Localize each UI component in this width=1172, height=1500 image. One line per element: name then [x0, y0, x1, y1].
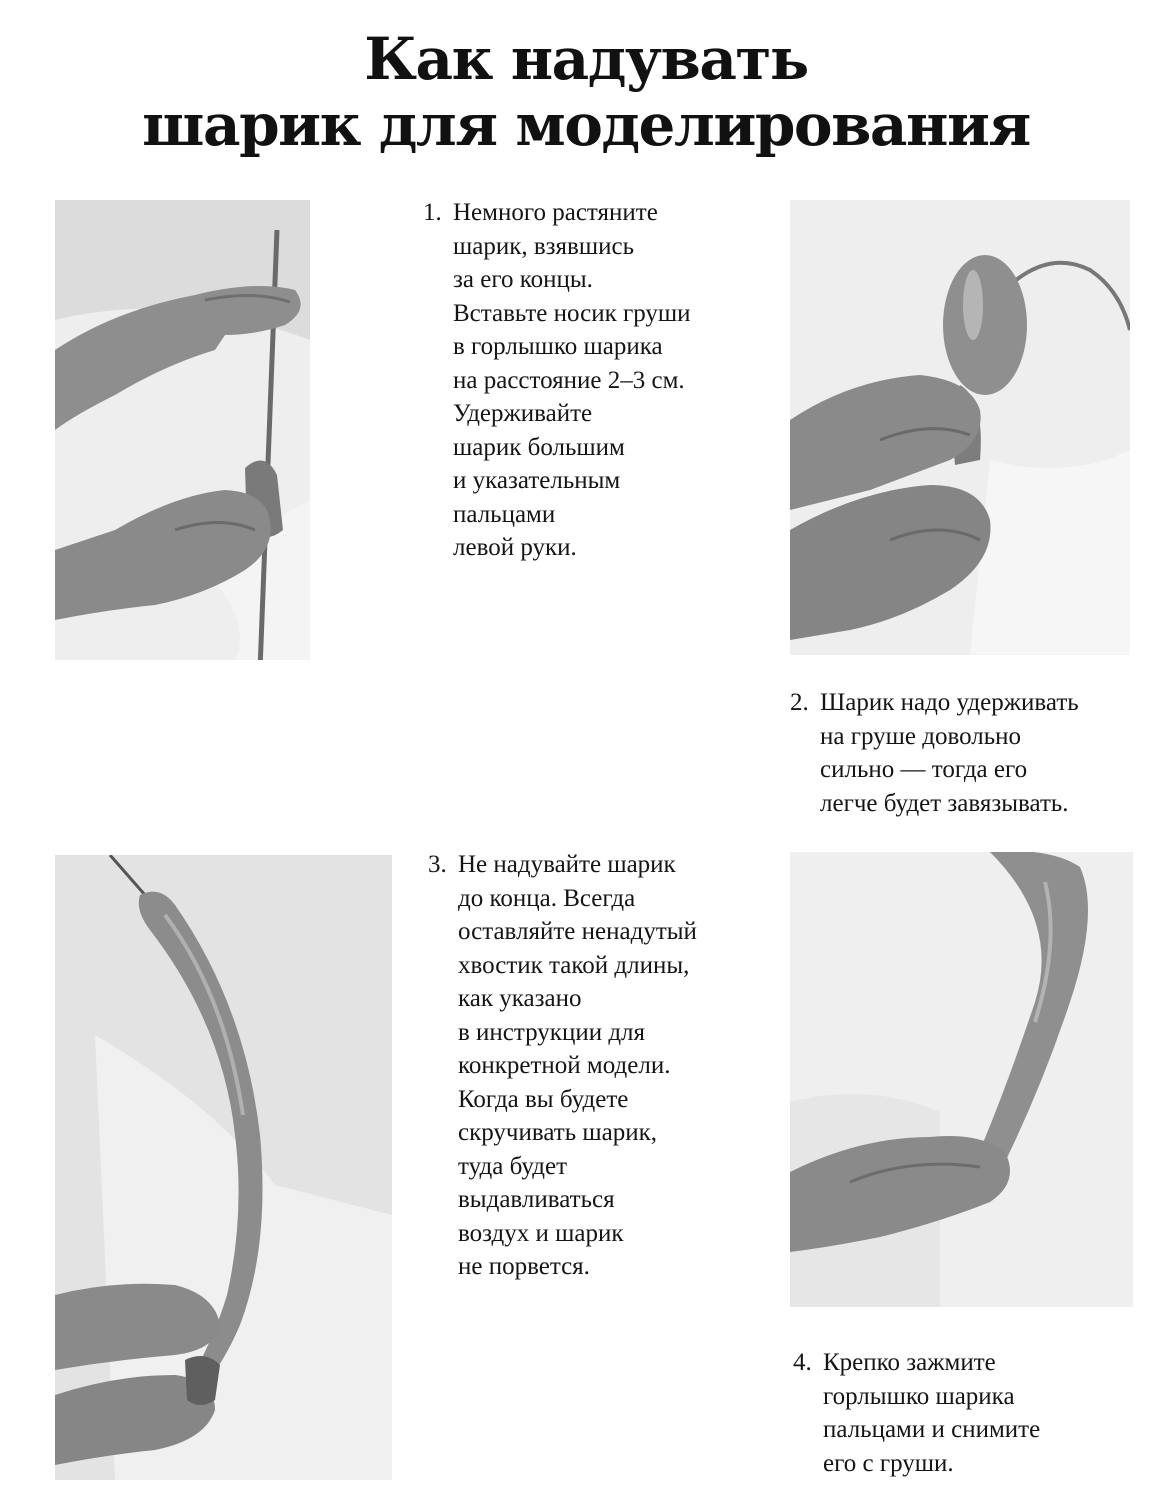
photo-step-3 — [55, 855, 392, 1480]
step-4-line: Крепко зажмите — [823, 1349, 996, 1376]
step-3-line: как указано — [458, 985, 582, 1012]
step-2-line: легче будет завязывать. — [820, 789, 1069, 817]
step-2-text — [820, 686, 1150, 820]
step-1-number: 1. — [423, 199, 442, 226]
step-1-line: пальцами — [453, 500, 556, 528]
step-2-line: сильно — тогда его — [820, 756, 1028, 783]
step-4-number: 4. — [793, 1349, 812, 1376]
page-title-line-1: Как надувать — [364, 25, 808, 93]
step-4-line: пальцами и снимите — [823, 1416, 1041, 1443]
step-3-line: Не надувайте шарик — [458, 851, 676, 878]
step-1-text — [453, 196, 783, 565]
step-3-line: воздух и шарик — [458, 1219, 624, 1247]
step-1-line: Удерживайте — [453, 400, 593, 427]
photo-step-4 — [790, 852, 1133, 1307]
photo-step-2 — [790, 200, 1130, 655]
step-3-line: туда будет — [458, 1152, 568, 1180]
step-3-text — [458, 848, 788, 1284]
step-4-line: его с груши. — [823, 1449, 954, 1477]
step-3-line: выдавливаться — [458, 1186, 615, 1213]
photo-step-1 — [55, 200, 310, 660]
step-1-line: и указательным — [453, 467, 621, 494]
step-3-line: в инструкции для — [458, 1018, 646, 1046]
step-4-text — [823, 1346, 1143, 1480]
step-3-line: хвостик такой длины, — [458, 951, 690, 979]
step-3 — [428, 848, 788, 1284]
step-1-line: левой руки. — [453, 534, 577, 561]
step-3-line: оставляйте ненадутый — [458, 918, 697, 945]
step-1-line: Вставьте носик груши — [453, 299, 691, 327]
step-1-line: за его концы. — [453, 266, 593, 293]
step-3-number: 3. — [428, 851, 447, 878]
step-4-line: горлышко шарика — [823, 1382, 1015, 1410]
step-1-line: шарик, взявшись — [453, 232, 634, 260]
step-3-line: скручивать шарик, — [458, 1119, 657, 1146]
page-title — [0, 26, 1172, 158]
step-3-line: до конца. Всегда — [458, 884, 636, 912]
step-3-line: не порвется. — [458, 1253, 590, 1280]
step-2 — [790, 686, 1150, 820]
step-2-line: на груше довольно — [820, 722, 1022, 750]
step-1-line: в горлышко шарика — [453, 333, 663, 360]
step-3-line: Когда вы будете — [458, 1085, 629, 1113]
step-2-line: Шарик надо удерживать — [820, 689, 1079, 716]
step-4 — [793, 1346, 1143, 1480]
step-2-number: 2. — [790, 689, 809, 716]
step-1-line: Немного растяните — [453, 199, 658, 226]
page-title-line-2: шарик для моделирования — [142, 91, 1030, 159]
step-1 — [423, 196, 783, 565]
step-1-line: на расстояние 2–3 см. — [453, 366, 685, 394]
step-1-line: шарик большим — [453, 433, 625, 461]
step-3-line: конкретной модели. — [458, 1052, 671, 1079]
